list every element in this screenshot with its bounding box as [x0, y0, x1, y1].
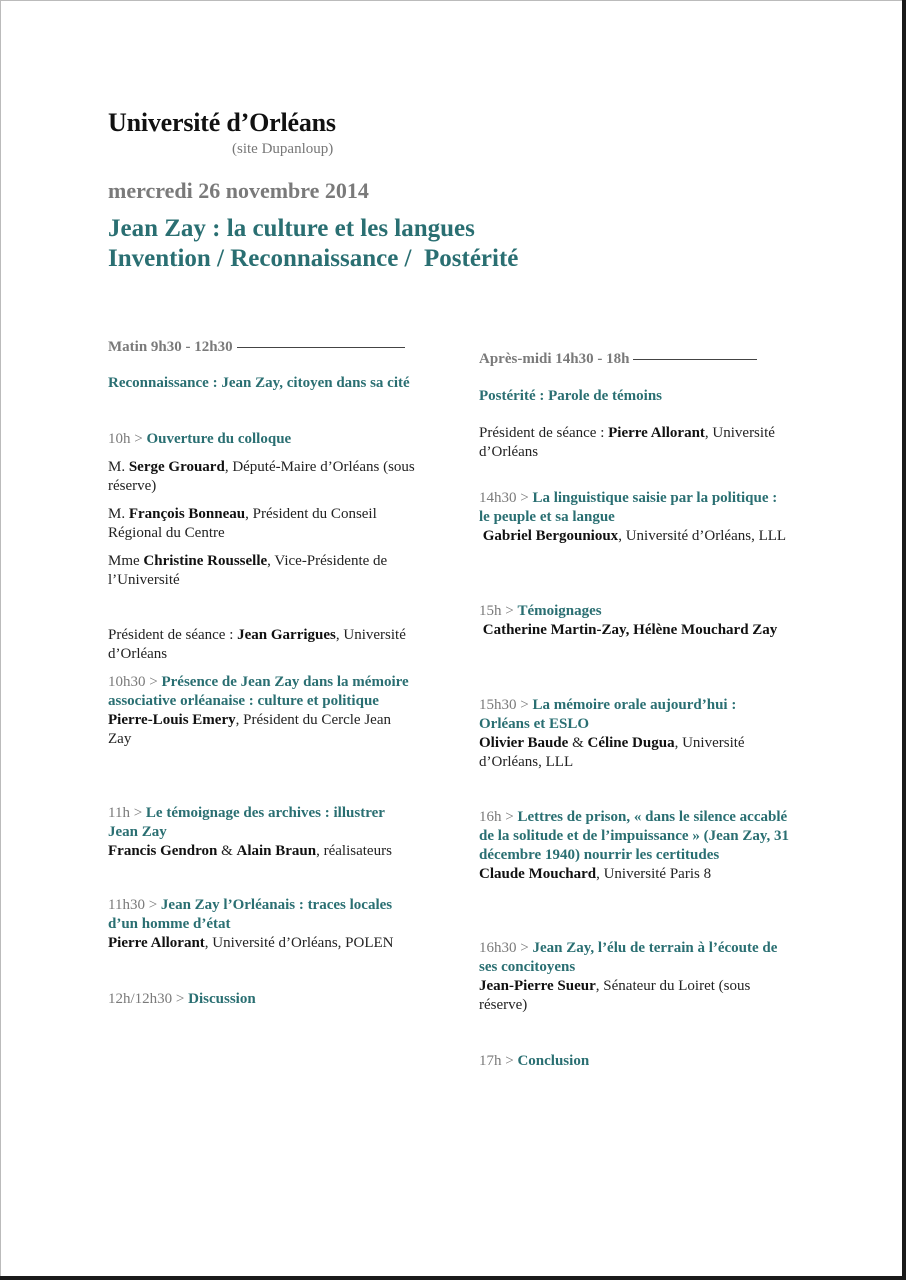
chair-label: Président de séance : [108, 627, 238, 643]
event-title-line-2: Invention / Reconnaissance / Postérité [108, 245, 519, 272]
event-title-line-1: Jean Zay : la culture et les langues [108, 215, 475, 242]
talk-speaker: Jean-Pierre Sueur [479, 978, 596, 994]
chair-label: Président de séance : [479, 425, 609, 441]
morning-section-label: Matin 9h30 - 12h30 [108, 339, 233, 355]
talk-item [108, 896, 418, 953]
chair-name: Pierre Allorant [608, 425, 705, 441]
talk-speaker-2: Alain Braun [236, 843, 317, 859]
talk-speaker: Gabriel Bergounioux [482, 528, 619, 544]
afternoon-theme: Postérité : Parole de témoins [479, 388, 662, 404]
morning-section-header [108, 338, 418, 357]
conclusion-item [479, 1052, 789, 1071]
talk-affiliation: , Président du Cercle Jean Zay [108, 712, 391, 747]
talk-time: 11h30 > [108, 897, 158, 913]
discussion-time: 12h/12h30 > [108, 991, 185, 1007]
talk-speaker: Pierre-Louis Emery [108, 712, 236, 728]
section-rule [237, 347, 405, 348]
talk-item [479, 602, 789, 640]
talk-time: 16h > [479, 809, 514, 825]
talk-speaker-2: Céline Dugua [587, 735, 675, 751]
talk-title: Témoignages [517, 603, 602, 619]
talk-speaker: Claude Mouchard [479, 866, 597, 882]
talk-affiliation: , réalisateurs [316, 843, 392, 859]
chair-affiliation: , Université d’Orléans [479, 425, 775, 460]
talk-title: La mémoire orale aujourd’hui : Orléans et ESLO [479, 697, 737, 732]
site-subtitle: (site Dupanloup) [232, 141, 334, 157]
speaker-title: M. [108, 506, 129, 522]
talk-affiliation: , Université d’Orléans, LLL [618, 528, 787, 544]
speaker-item [108, 552, 418, 590]
talk-amp: , [625, 622, 634, 638]
conclusion-title: Conclusion [517, 1053, 590, 1069]
talk-speaker: Pierre Allorant [108, 935, 205, 951]
talk-title: Le témoignage des archives : illustrer Jean Zay [108, 805, 385, 840]
opening-time: 10h > [108, 431, 143, 447]
speaker-name: Serge Grouard [128, 459, 225, 475]
speaker-name: Christine Rousselle [143, 553, 268, 569]
talk-amp: & [568, 735, 588, 751]
morning-theme: Reconnaissance : Jean Zay, citoyen dans sa cité [108, 375, 410, 391]
talk-time: 10h30 > [108, 674, 158, 690]
talk-time: 14h30 > [479, 490, 529, 506]
event-title [108, 214, 518, 274]
talk-affiliation: , Université d’Orléans, POLEN [204, 935, 394, 951]
speaker-item [108, 505, 418, 543]
talk-title: Jean Zay l’Orléanais : traces locales d’un homme d’état [108, 897, 393, 932]
speaker-role: , Président du Conseil Régional du Centre [108, 506, 377, 541]
talk-item [479, 939, 789, 1015]
discussion-title: Discussion [188, 991, 256, 1007]
speaker-title: M. [108, 459, 129, 475]
section-rule [633, 359, 757, 360]
talk-affiliation: , Sénateur du Loiret (sous réserve) [479, 978, 751, 1013]
afternoon-section-label: Après-midi 14h30 - 18h [479, 351, 630, 367]
opening-item [108, 430, 418, 449]
speaker-name: François Bonneau [128, 506, 246, 522]
talk-affiliation: , Université Paris 8 [596, 866, 712, 882]
talk-item [479, 808, 789, 884]
talk-title: Lettres de prison, « dans le silence accablé de la solitude et de l’impuissance » (Jean Zay, 31 décembre 1940) nourrir les certitudes [479, 809, 790, 863]
talk-time: 15h30 > [479, 697, 529, 713]
frame-left-edge [0, 0, 1, 1276]
university-heading: Université d’Orléans [108, 108, 336, 137]
conclusion-time: 17h > [479, 1053, 514, 1069]
session-chair [479, 424, 789, 462]
talk-time: 11h > [108, 805, 143, 821]
talk-amp: & [217, 843, 237, 859]
talk-title: Présence de Jean Zay dans la mémoire associative orléanaise : culture et politique [108, 674, 409, 709]
talk-time: 15h > [479, 603, 514, 619]
talk-affiliation: , Université d’Orléans, LLL [479, 735, 745, 770]
frame-top-edge [0, 0, 902, 1]
event-date: mercredi 26 novembre 2014 [108, 178, 369, 203]
talk-item [479, 696, 789, 772]
talk-speaker: Francis Gendron [108, 843, 218, 859]
speaker-role: , Député-Maire d’Orléans (sous réserve) [108, 459, 415, 494]
talk-speaker: Catherine Martin-Zay [482, 622, 626, 638]
chair-affiliation: , Université d’Orléans [108, 627, 406, 662]
afternoon-section-header [479, 350, 789, 369]
discussion-item [108, 990, 418, 1009]
speaker-item [108, 458, 418, 496]
speaker-title: Mme [108, 553, 144, 569]
speaker-role: , Vice-Présidente de l’Université [108, 553, 388, 588]
opening-title: Ouverture du colloque [146, 431, 292, 447]
talk-item [108, 673, 418, 749]
talk-item [479, 489, 789, 546]
talk-time: 16h30 > [479, 940, 529, 956]
talk-speaker: Olivier Baude [479, 735, 569, 751]
talk-item [108, 804, 418, 861]
talk-title: La linguistique saisie par la politique : le peuple et sa langue [479, 490, 778, 525]
talk-title: Jean Zay, l’élu de terrain à l’écoute de ses concitoyens [479, 940, 778, 975]
session-chair [108, 626, 418, 664]
chair-name: Jean Garrigues [237, 627, 336, 643]
talk-speaker-2: Hélène Mouchard Zay [633, 622, 778, 638]
